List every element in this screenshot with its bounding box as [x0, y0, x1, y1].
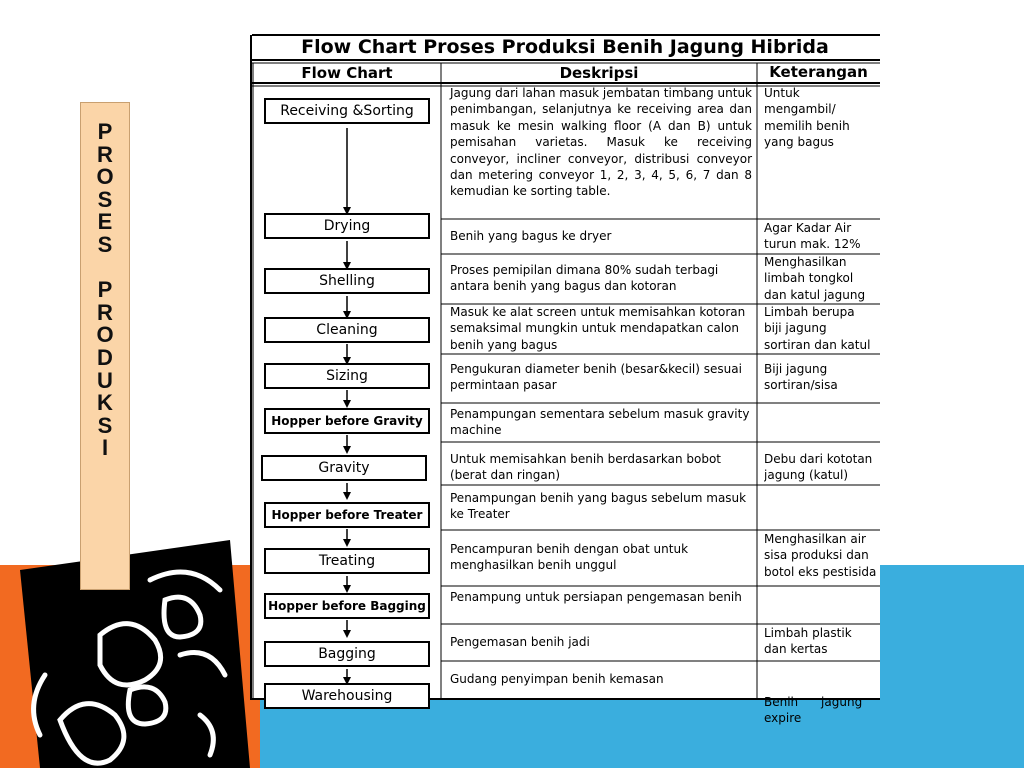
arrow-head-icon — [343, 585, 351, 593]
step-cleaning: Cleaning — [264, 317, 430, 343]
footprints-decoration — [0, 540, 260, 768]
desc-row-3: Proses pemipilan dimana 80% sudah terbagi antara benih yang bagus dan kotoran — [450, 263, 719, 294]
arrow-head-icon — [343, 630, 351, 638]
arrow-head-icon — [343, 400, 351, 408]
ket-row-11: Limbah plastik dan kertas — [764, 626, 852, 657]
step-treating: Treating — [264, 548, 430, 574]
desc-row-10: Penampung untuk persiapan pengemasan benih — [450, 590, 742, 604]
ket-row-5: Biji jagung sortiran/sisa — [764, 362, 838, 393]
step-hopper-before-gravity: Hopper before Gravity — [264, 408, 430, 434]
ket-row-4: Limbah berupa biji jagung sortiran dan katul — [764, 305, 871, 352]
desc-row-6: Penampungan sementara sebelum masuk gravity machine — [450, 407, 750, 438]
desc-row-2: Benih yang bagus ke dryer — [450, 229, 612, 243]
desc-row-1: Jagung dari lahan masuk jembatan timbang untuk penimbangan, selanjutnya ke receiving area dan masuk ke mesin walking floor (A dan B) untuk pemisahan varietas. Masuk ke receiving conveyor, incliner conveyor, distribusi conveyor dan metering conveyor 1, 2, 3, 4, 5, 6, 7 dan 8 kemudian ke sorting table. — [450, 86, 752, 199]
step-receiving-sorting: Receiving &Sorting — [264, 98, 430, 124]
chart-title: Flow Chart Proses Produksi Benih Jagung Hibrida — [301, 36, 829, 58]
flowchart-table — [250, 34, 880, 726]
arrow-head-icon — [343, 446, 351, 454]
ket-row-9: Menghasilkan air sisa produksi dan botol eks pestisida — [764, 532, 877, 579]
desc-row-7: Untuk memisahkan benih berdasarkan bobot (berat dan ringan) — [450, 452, 722, 483]
side-title-box — [80, 102, 130, 590]
ket-row-3: Menghasilkan limbah tongkol dan katul jagung — [764, 255, 866, 302]
ket-row-2: Agar Kadar Air turun mak. 12% — [764, 221, 861, 252]
step-bagging: Bagging — [264, 641, 430, 667]
desc-row-5: Pengukuran diameter benih (besar&kecil) sesuai permintaan pasar — [450, 362, 742, 393]
desc-row-4: Masuk ke alat screen untuk memisahkan kotoran semaksimal mungkin untuk mendapatkan calon benih yang bagus — [450, 305, 746, 352]
step-hopper-before-bagging: Hopper before Bagging — [264, 593, 430, 619]
step-gravity: Gravity — [261, 455, 427, 481]
ket-row-1: Untuk mengambil/ memilih benih yang bagus — [764, 86, 850, 150]
step-drying: Drying — [264, 213, 430, 239]
step-hopper-before-treater: Hopper before Treater — [264, 502, 430, 528]
column-header-flow: Flow Chart — [301, 64, 393, 82]
side-title: P R O S E S P R O D U K S I — [96, 119, 114, 461]
desc-row-11: Pengemasan benih jadi — [450, 635, 590, 649]
column-header-desc: Deskripsi — [559, 64, 639, 82]
desc-row-8: Penampungan benih yang bagus sebelum masuk ke Treater — [450, 491, 747, 522]
ket-row-12: Benih jagung expire — [764, 694, 863, 726]
column-header-ket: Keterangan — [769, 63, 868, 81]
arrow-head-icon — [343, 492, 351, 500]
step-sizing: Sizing — [264, 363, 430, 389]
ket-row-7: Debu dari kototan jagung (katul) — [764, 452, 873, 483]
step-shelling: Shelling — [264, 268, 430, 294]
desc-row-9: Pencampuran benih dengan obat untuk menghasilkan benih unggul — [450, 542, 689, 573]
arrow-head-icon — [343, 539, 351, 547]
desc-row-12: Gudang penyimpan benih kemasan — [450, 672, 664, 686]
step-warehousing: Warehousing — [264, 683, 430, 709]
